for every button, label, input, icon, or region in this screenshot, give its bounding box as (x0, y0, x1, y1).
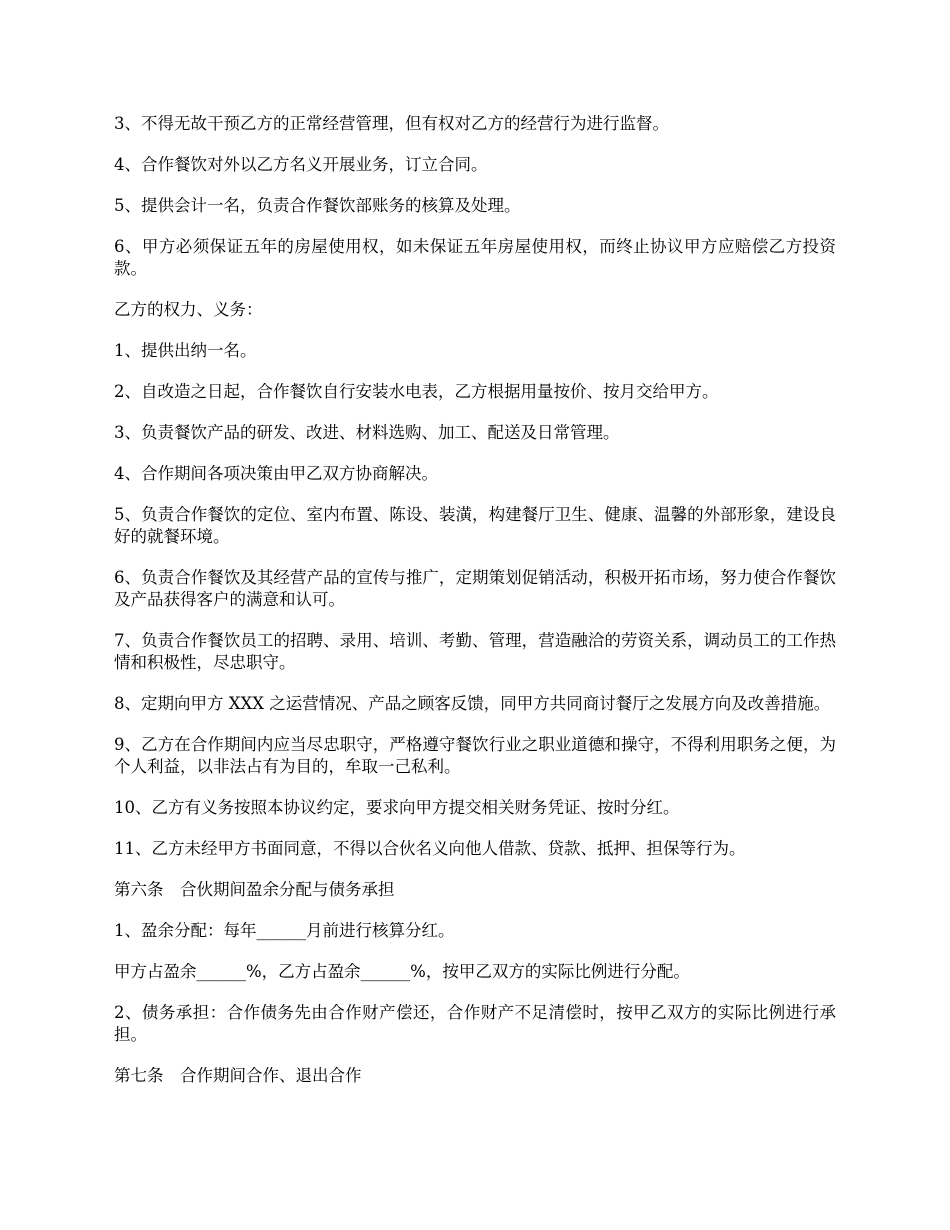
clause-party-b-item-8: 8、定期向甲方 XXX 之运营情况、产品之顾客反馈，同甲方共同商讨餐厅之发展方向及改善措施。 (114, 694, 831, 713)
clause-party-b-item-10: 10、乙方有义务按照本协议约定，要求向甲方提交相关财务凭证、按时分红。 (114, 798, 680, 817)
clause-party-b-item-9: 9、乙方在合作期间内应当尽忠职守，严格遵守餐饮行业之职业道德和操守，不得利用职务之便，为个人利益，以非法占有为目的，牟取一己私利。 (114, 735, 836, 776)
clause-party-b-item-5: 5、负责合作餐饮的定位、室内布置、陈设、装潢，构建餐厅卫生、健康、温馨的外部形象，建设良好的就餐环境。 (114, 505, 836, 546)
article-6-item-1: 1、盈余分配：每年______月前进行核算分红。 (114, 921, 455, 940)
clause-party-b-item-2: 2、自改造之日起，合作餐饮自行安装水电表，乙方根据用量按价、按月交给甲方。 (114, 382, 719, 401)
clause-party-a-item-5: 5、提供会计一名，负责合作餐饮部账务的核算及处理。 (114, 196, 521, 215)
clause-party-b-item-7: 7、负责合作餐饮员工的招聘、录用、培训、考勤、管理，营造融洽的劳资关系，调动员工的工作热情和积极性，尽忠职守。 (114, 631, 836, 672)
clause-party-b-item-3: 3、负责餐饮产品的研发、改进、材料选购、加工、配送及日常管理。 (114, 423, 620, 442)
clause-party-b-item-11: 11、乙方未经甲方书面同意，不得以合伙名义向他人借款、贷款、抵押、担保等行为。 (114, 839, 746, 858)
section-heading-party-b-duties: 乙方的权力、义务： (114, 300, 263, 319)
document-body (114, 113, 836, 1106)
clause-party-a-item-3: 3、不得无故干预乙方的正常经营管理，但有权对乙方的经营行为进行监督。 (114, 114, 669, 133)
clause-party-b-item-1: 1、提供出纳一名。 (114, 341, 257, 360)
clause-party-b-item-6: 6、负责合作餐饮及其经营产品的宣传与推广，定期策划促销活动，积极开拓市场，努力使合作餐饮及产品获得客户的满意和认可。 (114, 568, 836, 609)
article-6-ratio-line: 甲方占盈余______%，乙方占盈余______%，按甲乙双方的实际比例进行分配。 (114, 962, 690, 981)
article-6-item-2: 2、债务承担：合作债务先由合作财产偿还，合作财产不足清偿时，按甲乙双方的实际比例进行承担。 (114, 1003, 836, 1044)
article-7-heading: 第七条 合作期间合作、退出合作 (114, 1066, 362, 1085)
clause-party-a-item-4: 4、合作餐饮对外以乙方名义开展业务，订立合同。 (114, 155, 488, 174)
article-6-heading: 第六条 合伙期间盈余分配与债务承担 (114, 880, 395, 899)
clause-party-a-item-6: 6、甲方必须保证五年的房屋使用权，如未保证五年房屋使用权，而终止协议甲方应赔偿乙方投资款。 (114, 237, 836, 278)
clause-party-b-item-4: 4、合作期间各项决策由甲乙双方协商解决。 (114, 464, 438, 483)
